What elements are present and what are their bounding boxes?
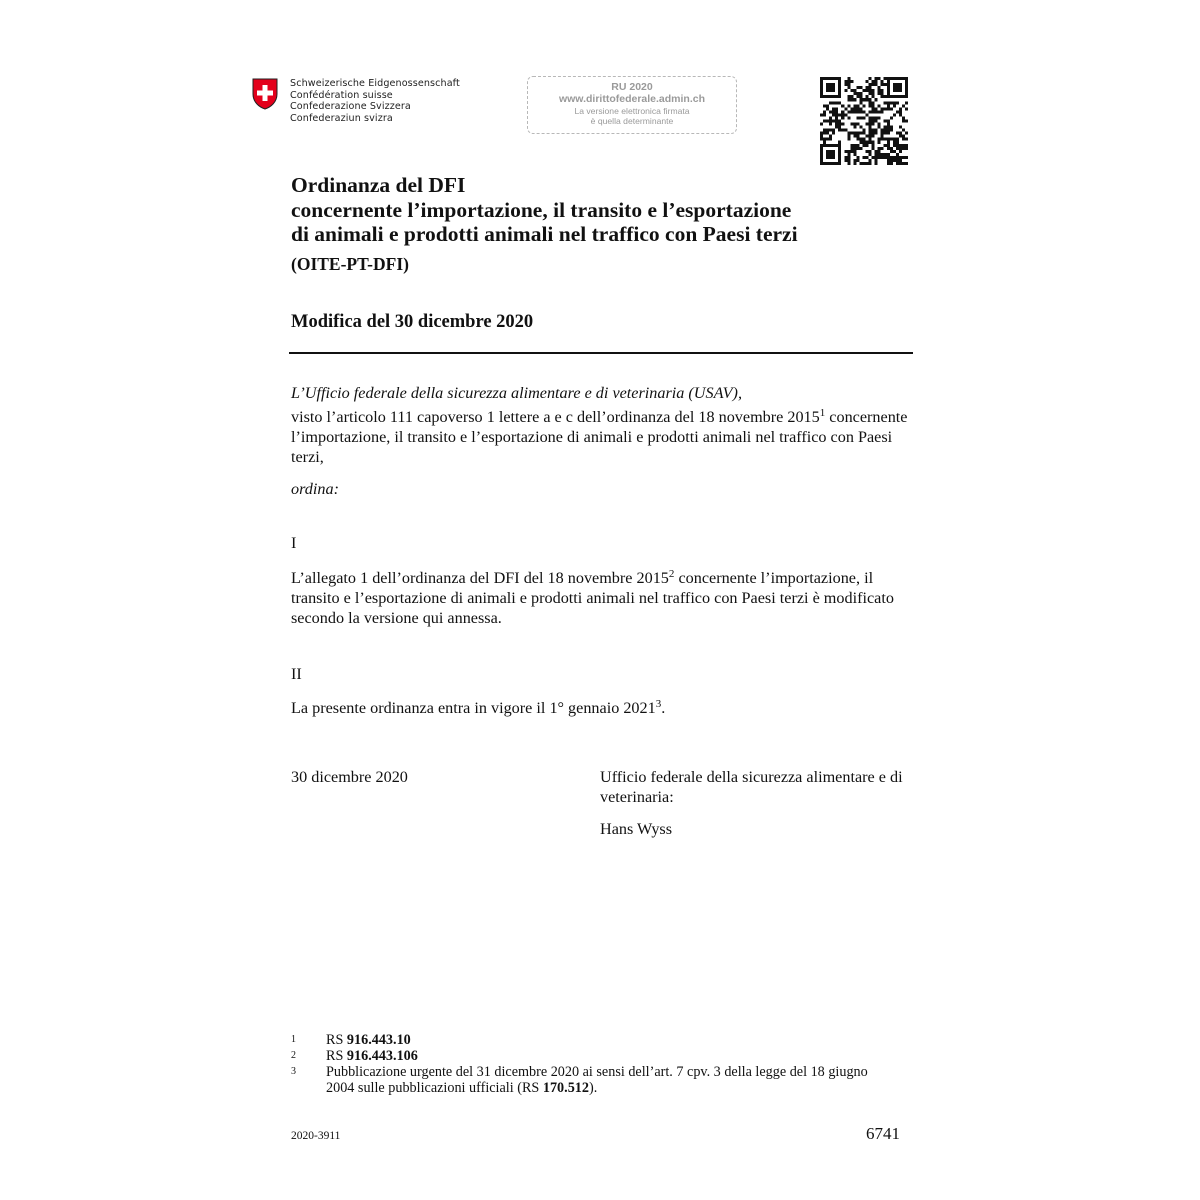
confederation-names xyxy=(290,78,460,124)
ru-stamp-title: RU 2020 xyxy=(611,81,653,93)
footnote-number: 1 xyxy=(291,1034,296,1045)
signing-date: 30 dicembre 2020 xyxy=(291,768,408,786)
section-paragraph xyxy=(291,568,916,628)
legal-basis xyxy=(291,407,916,467)
signer-name: Hans Wyss xyxy=(600,820,673,838)
section-text-rest: concernente l’importazione, il transito e l’esportazione di animali e prodotti animali nel traffico con Paesi terzi è modificato secondo la versione qui annessa. xyxy=(291,569,894,627)
footnote-text xyxy=(326,1064,886,1097)
title-line: di animali e prodotti animali nel traffico con Paesi terzi xyxy=(291,222,798,246)
signing-office: Ufficio federale della sicurezza alimentare e di veterinaria: xyxy=(600,768,903,806)
qr-code-icon xyxy=(820,77,908,165)
footnote-rs-number[interactable]: 916.443.10 xyxy=(346,1032,411,1048)
page-number: 6741 xyxy=(866,1124,900,1143)
page-title xyxy=(291,173,798,247)
ru-stamp-note-1: La versione elettronica firmata xyxy=(574,106,690,116)
section-text-rest: . xyxy=(661,699,666,717)
footnote-prefix: RS xyxy=(326,1032,347,1048)
confederation-line: Schweizerische Eidgenossenschaft xyxy=(290,78,460,89)
section-paragraph xyxy=(291,698,665,718)
footnote-ref[interactable]: 1 xyxy=(819,407,826,419)
footnote-text xyxy=(326,1032,886,1048)
footnote-text xyxy=(326,1048,886,1064)
footnote-ref[interactable]: 3 xyxy=(655,698,662,710)
title-abbreviation: (OITE-PT-DFI) xyxy=(291,254,409,274)
section-text: La presente ordinanza entra in vigore il 1° gennaio 2021 xyxy=(291,699,656,717)
enacting-clause: ordina: xyxy=(291,480,339,498)
footnote-number: 2 xyxy=(291,1050,296,1061)
swiss-cross-icon xyxy=(252,78,278,110)
section-number: II xyxy=(291,665,302,683)
ru-stamp-url[interactable]: www.dirittofederale.admin.ch xyxy=(558,93,706,105)
confederation-line: Confederazione Svizzera xyxy=(290,101,411,113)
title-line: concernente l’importazione, il transito e l’esportazione xyxy=(291,197,792,222)
section-number: I xyxy=(291,534,297,552)
legal-basis-text-rest: concernente l’importazione, il transito e l’esportazione di animali e prodotti animali nel traffico con Paesi terzi, xyxy=(291,408,908,466)
footnote-rs-number[interactable]: 170.512 xyxy=(542,1080,589,1097)
title-line: Ordinanza del DFI xyxy=(291,173,466,197)
footnote-number: 3 xyxy=(291,1066,296,1077)
amendment-date: Modifica del 30 dicembre 2020 xyxy=(291,312,534,332)
confederation-line: Confederaziun svizra xyxy=(290,112,393,124)
legal-basis-text: visto l’articolo 111 capoverso 1 lettere a e c dell’ordinanza del 18 novembre 2015 xyxy=(291,408,820,426)
divider xyxy=(289,352,913,354)
footnote-prefix: RS xyxy=(326,1048,347,1064)
ru-stamp xyxy=(527,76,737,134)
footnote-rs-number[interactable]: 916.443.106 xyxy=(346,1048,418,1064)
footnote-ref[interactable]: 2 xyxy=(668,568,675,580)
section-text: L’allegato 1 dell’ordinanza del DFI del 18 novembre 2015 xyxy=(291,569,669,587)
footnote-prefix: Pubblicazione urgente del 31 dicembre 2020 ai sensi dell’art. 7 cpv. 3 della legge del 18 giugno 2004 sulle pubblicazioni ufficiali (RS xyxy=(326,1064,868,1097)
issuing-authority: L’Ufficio federale della sicurezza alimentare e di veterinaria (USAV), xyxy=(291,384,742,402)
confederation-line: Confédération suisse xyxy=(290,89,393,101)
document-number: 2020-3911 xyxy=(291,1130,341,1142)
footnote-suffix: ). xyxy=(588,1080,598,1097)
ru-stamp-note-2: è quella determinante xyxy=(590,116,674,126)
